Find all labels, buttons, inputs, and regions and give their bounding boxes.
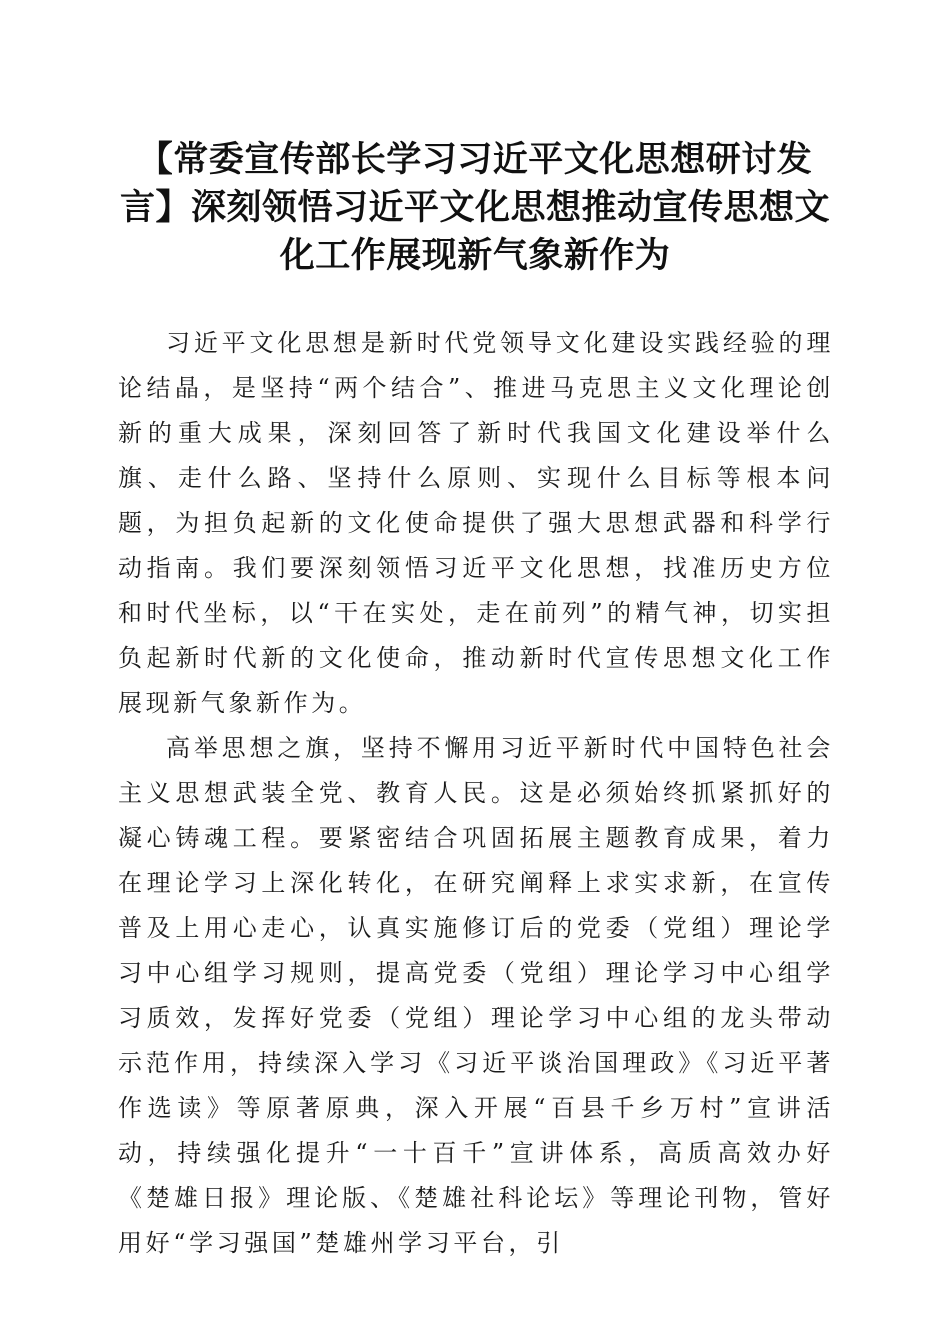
paragraph-raise-banner: 高举思想之旗，坚持不懈用习近平新时代中国特色社会主义思想武装全党、教育人民。这是必须始终抓紧抓好的凝心铸魂工程。要紧密结合巩固拓展主题教育成果，着力在理论学习上深化转化，在研究阐释上求实求新，在宣传普及上用心走心，认真实施修订后的党委（党组）理论学习中心组学习规则，提高党委（党组）理论学习中心组学习质效，发挥好党委（党组）理论学习中心组的龙头带动示范作用，持续深入学习《习近平谈治国理政》《习近平著作选读》等原著原典，深入开展“百县千乡万村”宣讲活动，持续强化提升“一十百千”宣讲体系，高质高效办好《楚雄日报》理论版、《楚雄社科论坛》等理论刊物，管好用好“学习强国”楚雄州学习平台，引 [118,734,834,1257]
document-title: 【常委宣传部长学习习近平文化思想研讨发言】深刻领悟习近平文化思想推动宣传思想文化工作展现新气象新作为 [120,140,831,276]
paragraph-intro: 习近平文化思想是新时代党领导文化建设实践经验的理论结晶，是坚持“两个结合”、推进马克思主义文化理论创新的重大成果，深刻回答了新时代我国文化建设举什么旗、走什么路、坚持什么原则、实现什么目标等根本问题，为担负起新的文化使命提供了强大思想武器和科学行动指南。我们要深刻领悟习近平文化思想，找准历史方位和时代坐标，以“干在实处，走在前列”的精气神，切实担负起新时代新的文化使命，推动新时代宣传思想文化工作展现新气象新作为。 [118,329,834,717]
document-body [118,321,834,1266]
